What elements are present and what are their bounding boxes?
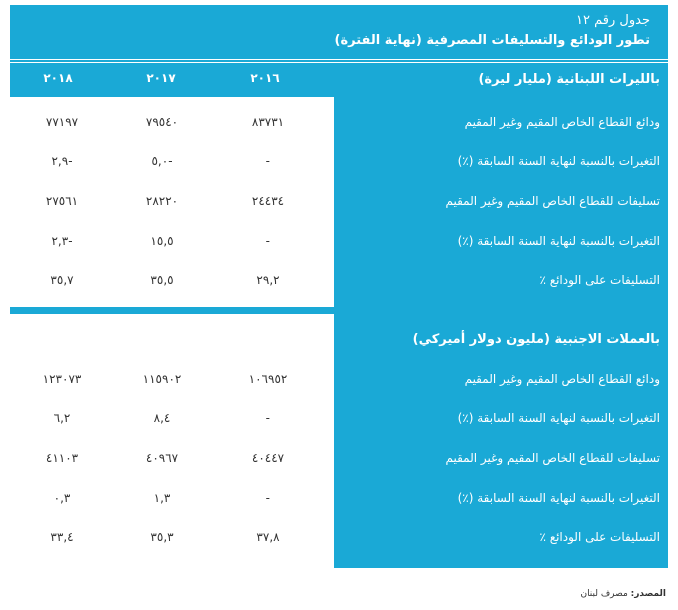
row-label: التغيرات بالنسبة لنهاية السنة السابقة (٪): [457, 154, 660, 168]
table-cell: ٥,٠-: [151, 154, 173, 168]
section-heading-lbp: بالليرات اللبنانية (مليار ليرة): [478, 72, 660, 87]
row-label: التسليفات على الودائع ٪: [539, 273, 660, 287]
table-cell: ٤٠٩٦٧: [145, 451, 179, 465]
table-title: تطور الودائع والتسليفات المصرفية (نهاية الفترة): [334, 33, 650, 48]
row-label: التغيرات بالنسبة لنهاية السنة السابقة (٪): [457, 411, 660, 425]
table-cell: ١١٥٩٠٢: [142, 372, 182, 386]
row-label: تسليفات للقطاع الخاص المقيم وغير المقيم: [445, 194, 660, 208]
table-cell: ٣٥,٧: [50, 273, 74, 287]
table-cell: ١٢٣٠٧٣: [42, 372, 82, 386]
table-cell: ٢٤٤٣٤: [251, 194, 285, 208]
table-cell: -: [265, 491, 271, 505]
section-heading-fx: بالعملات الاجنبية (مليون دولار أميركي): [412, 332, 660, 347]
table-cell: ٢,٩-: [51, 154, 73, 168]
table-cell: ١,٣: [153, 491, 171, 505]
table-cell: ٢٨٢٢٠: [145, 194, 179, 208]
table-cell: ١٥,٥: [150, 234, 174, 248]
table-cell: ٨,٤: [153, 411, 171, 425]
table-cell: ٧٧١٩٧: [45, 115, 79, 129]
table-cell: ٠,٣: [53, 491, 71, 505]
table-cell: ٣٥,٣: [150, 530, 174, 544]
table-cell: ٧٩٥٤٠: [145, 115, 179, 129]
table-cell: -: [265, 411, 271, 425]
table-cell: ٢٩,٢: [256, 273, 280, 287]
year-header-2018: ٢٠١٨: [43, 71, 73, 85]
table-cell: -: [265, 234, 271, 248]
year-header-2016: ٢٠١٦: [250, 71, 280, 85]
year-header-2017: ٢٠١٧: [146, 71, 176, 85]
row-label: ودائع القطاع الخاص المقيم وغير المقيم: [464, 115, 660, 129]
table-cell: ٤١١٠٣: [45, 451, 79, 465]
table-cell: ٢٧٥٦١: [45, 194, 79, 208]
row-label: التسليفات على الودائع ٪: [539, 530, 660, 544]
table-cell: ٣٧,٨: [256, 530, 280, 544]
table-cell: ٦,٢: [53, 411, 71, 425]
table-cell: ٣٣,٤: [50, 530, 74, 544]
table-title-band: [10, 5, 668, 59]
table-cell: ٣٥,٥: [150, 273, 174, 287]
table-number: جدول رقم ١٢: [576, 13, 650, 28]
row-label: التغيرات بالنسبة لنهاية السنة السابقة (٪): [457, 491, 660, 505]
row-label: تسليفات للقطاع الخاص المقيم وغير المقيم: [445, 451, 660, 465]
row-label: ودائع القطاع الخاص المقيم وغير المقيم: [464, 372, 660, 386]
table-cell: ٢,٣-: [51, 234, 73, 248]
table-cell: ١٠٦٩٥٢: [248, 372, 288, 386]
row-label: التغيرات بالنسبة لنهاية السنة السابقة (٪): [457, 234, 660, 248]
source-label: المصدر:: [630, 589, 666, 599]
table-cell: -: [265, 154, 271, 168]
table-cell: ٤٠٤٤٧: [251, 451, 285, 465]
table-cell: ٨٣٧٣١: [251, 115, 285, 129]
title-divider: [10, 60, 668, 62]
source-note: [580, 589, 666, 599]
source-text: مصرف لبنان: [580, 589, 628, 599]
